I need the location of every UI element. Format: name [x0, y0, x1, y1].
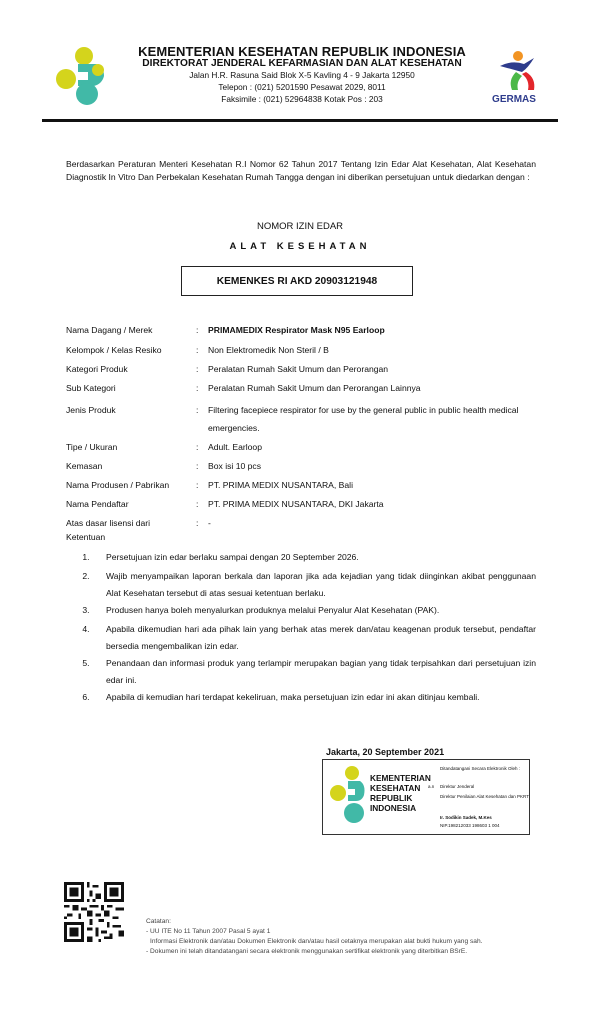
footer-note-3: - Dokumen ini telah ditandatangani secara elektronik menggunakan sertifikat elektronik yang diterbitkan BSrE. — [146, 948, 468, 955]
ministry-title: KEMENTERIAN KESEHATAN REPUBLIK INDONESIA — [138, 44, 466, 59]
seal-ministry-l4: INDONESIA — [370, 803, 417, 813]
seal-ministry-l1: KEMENTERIAN — [370, 773, 431, 783]
kemenkes-logo-icon — [48, 46, 110, 112]
signer-name: Ir. Sodikin Sadek, M.Kes — [440, 815, 492, 820]
field-colon: : — [196, 461, 199, 471]
germas-text: GERMAS — [492, 94, 536, 105]
field-label: Tipe / Ukuran — [66, 442, 118, 452]
field-row — [66, 363, 546, 376]
field-row — [66, 324, 546, 337]
ketentuan-item — [66, 689, 536, 706]
field-label: Kategori Produk — [66, 364, 128, 374]
field-row — [66, 344, 546, 357]
field-value: Peralatan Rumah Sakit Umum dan Perorangan Lainnya — [208, 383, 421, 393]
phone-line: Telepon : (021) 5201590 Pesawat 2029, 8011 — [218, 82, 386, 92]
ketentuan-text: Apabila dikemudian hari ada pihak lain yang berhak atas merek dan/atau keagenan produk tersebut, pendaftar bersedia mengembalikan izin edar. — [106, 624, 536, 651]
field-label: Nama Dagang / Merek — [66, 325, 153, 335]
footer-note-2: Informasi Elektronik dan/atau Dokumen Elektronik dan/atau hasil cetaknya merupakan alat bukti hukum yang sah. — [150, 938, 483, 945]
field-row — [66, 498, 546, 511]
field-value: - — [208, 518, 211, 528]
field-label: Atas dasar lisensi dari — [66, 518, 151, 528]
ketentuan-item — [66, 621, 536, 655]
field-label: Sub Kategori — [66, 383, 116, 393]
signer-nip: NIP.198212033 198603 1 004 — [440, 823, 500, 828]
ketentuan-text: Persetujuan izin edar berlaku sampai dengan 20 September 2026. — [106, 552, 359, 562]
field-value: PT. PRIMA MEDIX NUSANTARA, Bali — [208, 480, 354, 490]
ketentuan-number: 3. — [82, 605, 90, 615]
field-colon: : — [196, 405, 199, 415]
ketentuan-title: Ketentuan — [66, 532, 106, 542]
field-label: Jenis Produk — [66, 405, 116, 415]
field-colon: : — [196, 364, 199, 374]
letterhead-divider — [42, 119, 558, 122]
ketentuan-item — [66, 603, 536, 618]
ketentuan-number: 6. — [82, 692, 90, 702]
seal-ministry-l3: REPUBLIK — [370, 793, 413, 803]
signer-title-1: Direktur Jenderal — [440, 784, 475, 789]
ketentuan-text: Penandaan dan informasi produk yang terlampir merupakan bagian yang tidak terpisahkan dari persetujuan izin edar ini. — [106, 658, 536, 685]
field-row — [66, 382, 546, 395]
field-label: Kelompok / Kelas Resiko — [66, 345, 162, 355]
intro-paragraph: Berdasarkan Peraturan Menteri Kesehatan R.I Nomor 62 Tahun 2017 Tentang Izin Edar Alat Kesehatan, Alat Kesehatan Diagnostik In Vitro Dan Perbekalan Kesehatan Rumah Tangga dengan ini diberikan persetujuan untuk diedarkan dengan : — [66, 159, 536, 182]
qr-code-icon — [64, 882, 124, 942]
field-label: Nama Produsen / Pabrikan — [66, 480, 170, 490]
field-value: Non Elektromedik Non Steril / B — [208, 345, 329, 355]
field-value: PT. PRIMA MEDIX NUSANTARA, DKI Jakarta — [208, 499, 384, 509]
field-colon: : — [196, 325, 199, 335]
an-label: a.n — [428, 784, 435, 789]
catatan-label: Catatan: — [146, 918, 171, 925]
ketentuan-number: 4. — [82, 624, 90, 634]
field-row — [66, 517, 546, 530]
address-line: Jalan H.R. Rasuna Said Blok X-5 Kavling 4 - 9 Jakarta 12950 — [189, 70, 415, 80]
nie-number: KEMENKES RI AKD 20903121948 — [216, 275, 378, 287]
field-value: Peralatan Rumah Sakit Umum dan Perorangan — [208, 364, 389, 374]
field-label: Nama Pendaftar — [66, 499, 129, 509]
field-value: PRIMAMEDIX Respirator Mask N95 Earloop — [208, 325, 385, 335]
ketentuan-text: Produsen hanya boleh menyalurkan produknya melalui Penyalur Alat Kesehatan (PAK). — [106, 605, 440, 615]
field-value: Filtering facepiece respirator for use by the general public in public health medical emergencies. — [208, 405, 519, 433]
footer-notes — [146, 917, 566, 957]
nie-number-box — [181, 266, 413, 296]
field-label: Kemasan — [66, 461, 103, 471]
field-colon: : — [196, 518, 199, 528]
field-row — [66, 460, 546, 473]
ketentuan-item — [66, 550, 536, 565]
ketentuan-item — [66, 568, 536, 602]
ketentuan-number: 1. — [82, 552, 90, 562]
field-colon: : — [196, 442, 199, 452]
ketentuan-text: Wajib menyampaikan laporan berkala dan laporan jika ada kejadian yang tidak diinginkan akibat penggunaan Alat Kesehatan tersebut di atas sesuai ketentuan berlaku. — [106, 571, 536, 598]
kemenkes-seal-icon — [328, 765, 368, 829]
germas-logo-icon — [494, 50, 540, 94]
nie-label: NOMOR IZIN EDAR — [256, 221, 344, 232]
field-value: Box isi 10 pcs — [208, 461, 262, 471]
seal-ministry-l2: KESEHATAN — [370, 783, 421, 793]
signer-title-2: Direktur Penilaian Alat Kesehatan dan PKRT — [440, 794, 529, 799]
category-label: ALAT KESEHATAN — [229, 241, 371, 252]
seal-ministry-name — [370, 773, 434, 813]
ketentuan-text: Apabila di kemudian hari terdapat kekeliruan, maka persetujuan izin edar ini akan ditinjau kembali. — [106, 692, 480, 702]
field-row — [66, 479, 546, 492]
signed-by-note: Ditandatangani Secara Elektronik Oleh : — [440, 766, 521, 771]
field-colon: : — [196, 499, 199, 509]
signature-date: Jakarta, 20 September 2021 — [326, 747, 445, 757]
ketentuan-number: 2. — [82, 571, 90, 581]
field-colon: : — [196, 383, 199, 393]
field-row — [66, 401, 546, 437]
directorate-title: DIREKTORAT JENDERAL KEFARMASIAN DAN ALAT KESEHATAN — [142, 58, 462, 69]
ketentuan-number: 5. — [82, 658, 90, 668]
field-colon: : — [196, 345, 199, 355]
fax-line: Faksimile : (021) 52964838 Kotak Pos : 203 — [221, 94, 383, 104]
field-value: Adult. Earloop — [208, 442, 262, 452]
field-colon: : — [196, 480, 199, 490]
field-row — [66, 441, 546, 454]
ketentuan-item — [66, 655, 536, 689]
footer-note-1: - UU ITE No 11 Tahun 2007 Pasal 5 ayat 1 — [146, 928, 271, 935]
